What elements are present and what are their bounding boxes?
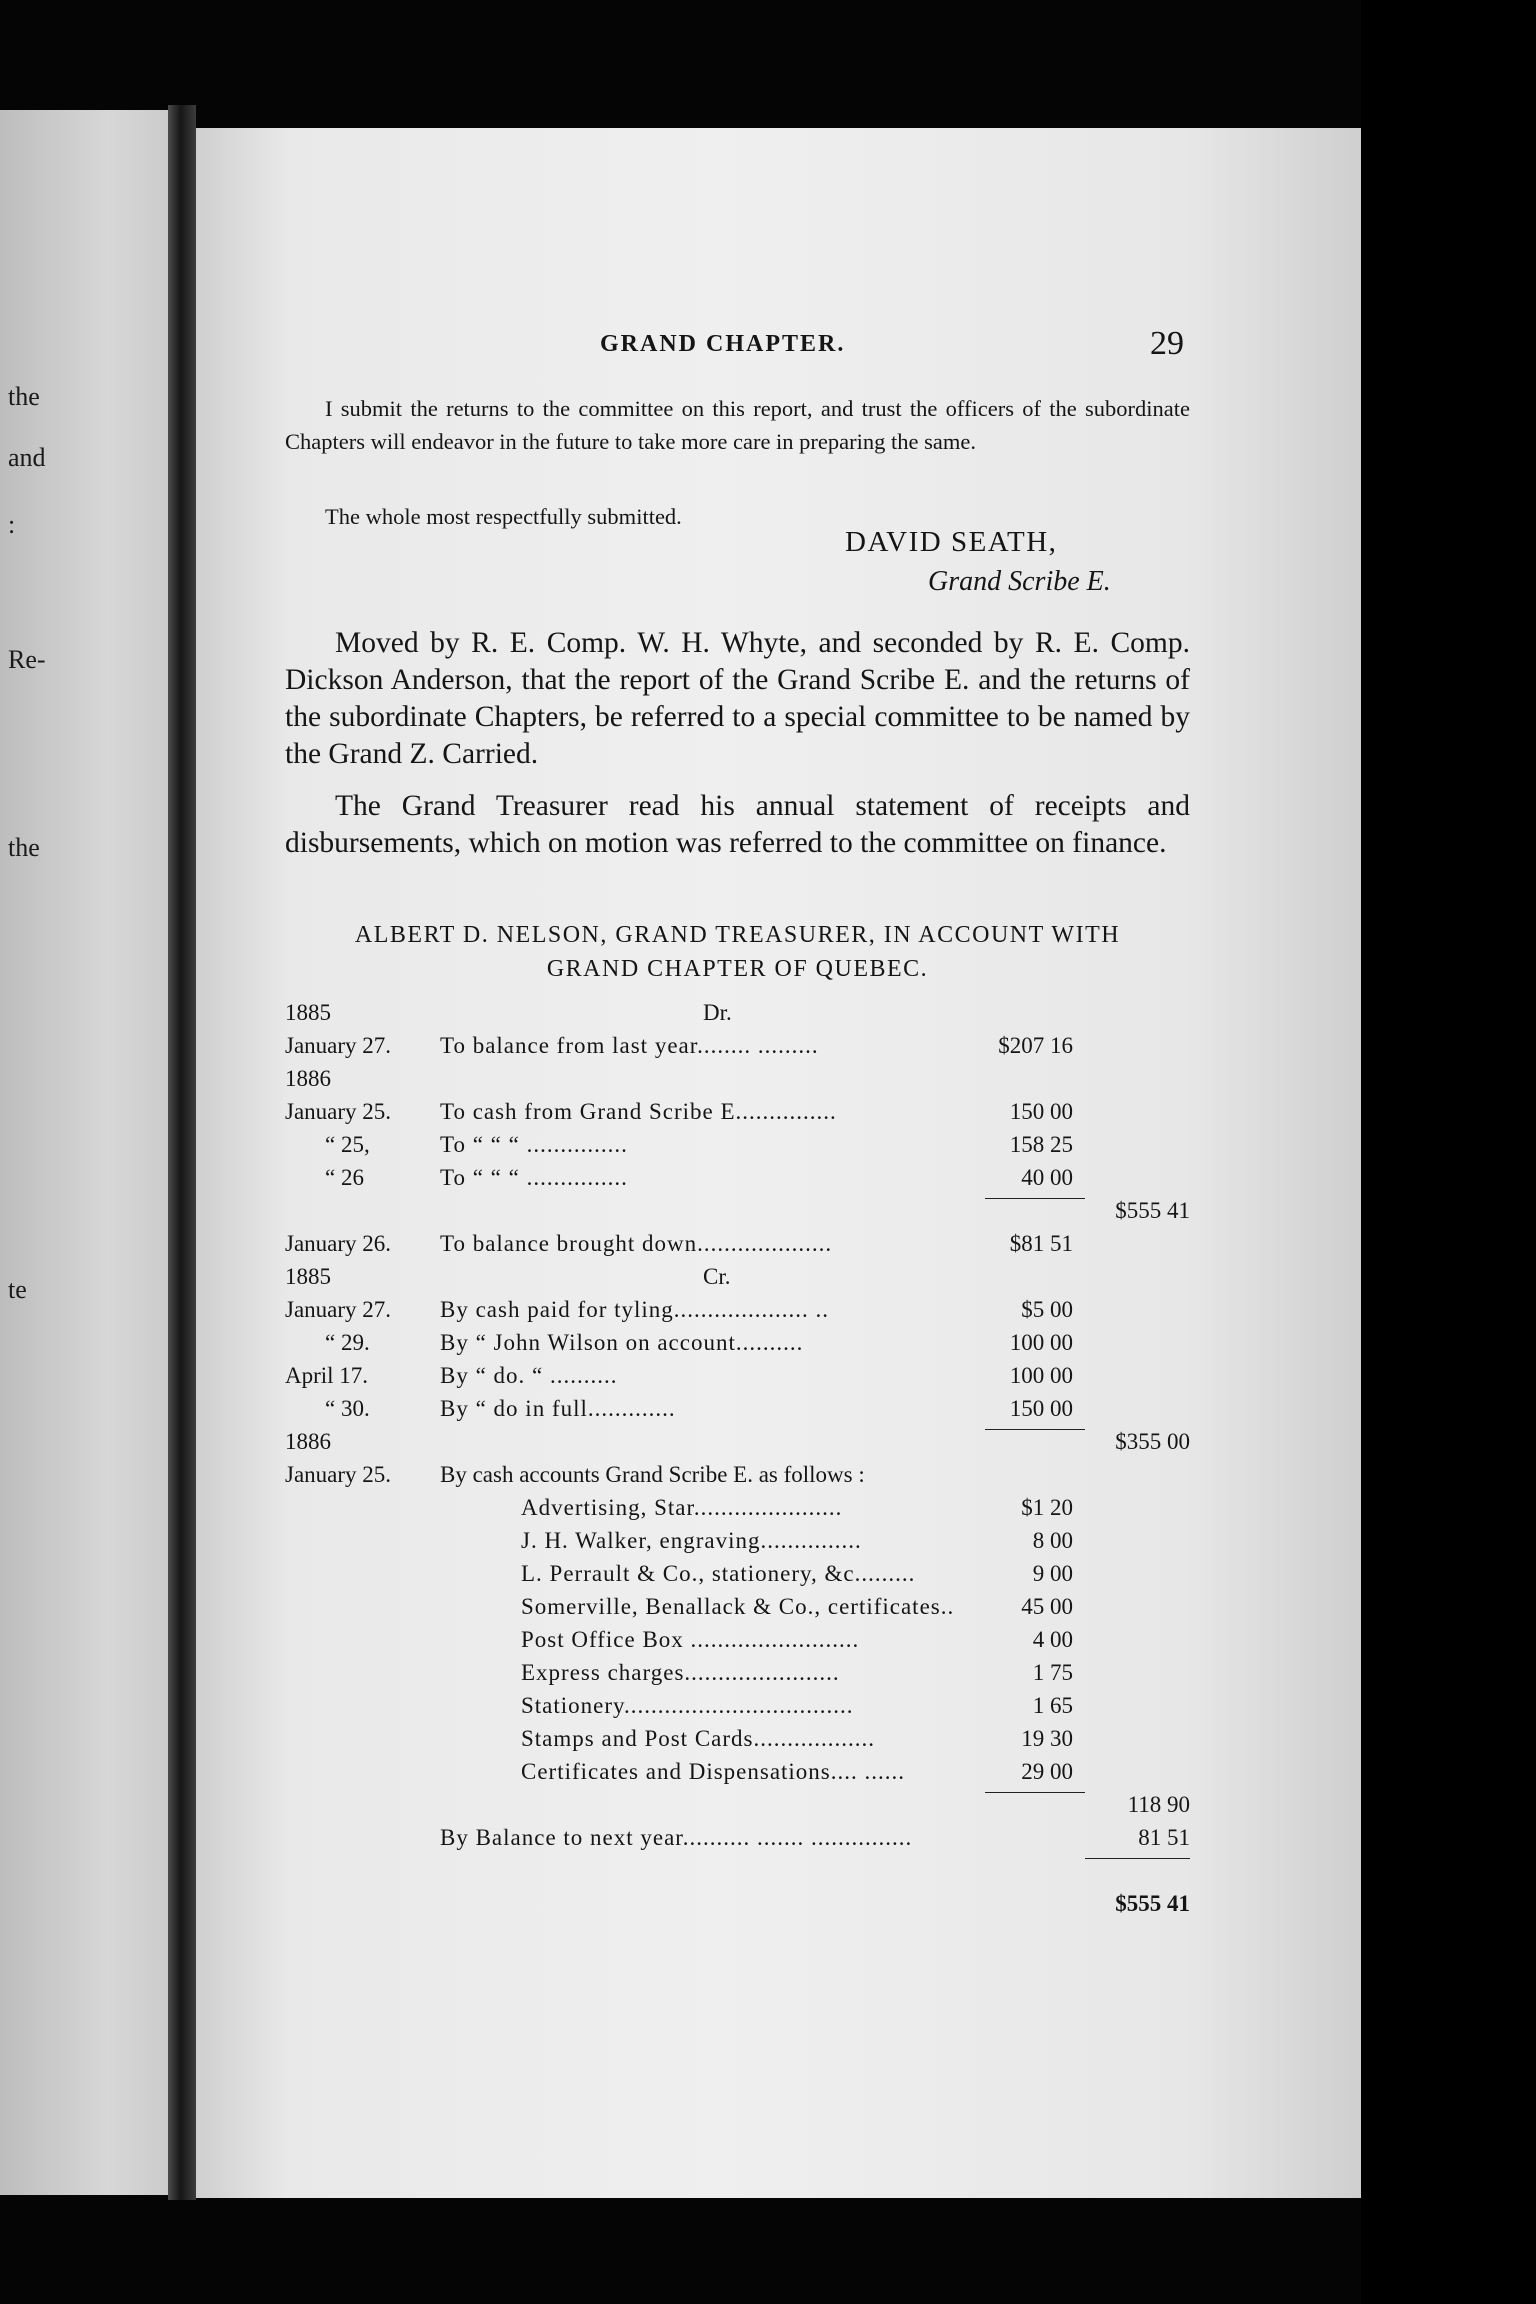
ledger-row: “ 30. By “ do in full............. 150 00 [325,1396,1073,1421]
ledger-row: January 25. By cash accounts Grand Scribe E. as follows : [285,1462,865,1487]
signature-title: Grand Scribe E. [928,566,1111,597]
left-fragment: Re- [8,645,46,674]
page-number: 29 [1150,325,1184,362]
ledger-balance-row: By Balance to next year.......... ....... ............... 81 51 [440,1825,1190,1850]
left-fragment: and [8,443,46,472]
motion-paragraph: Moved by R. E. Comp. W. H. Whyte, and seconded by R. E. Comp. Dickson Anderson, that the report of the Grand Scribe E. and the returns of the subordinate Chapters, be referred to a special committee to be named by the Grand Z. Carried. [285,627,1190,770]
signature-name: DAVID SEATH, [845,526,1058,558]
scan-margin-right [1361,0,1536,2304]
ledger-item-row: Express charges....................... 1 75 [521,1660,1073,1685]
ledger-row: “ 29. By “ John Wilson on account.......... 100 00 [325,1330,1073,1355]
ledger-item-row: L. Perrault & Co., stationery, &c......... 9 00 [521,1561,1073,1586]
ledger-row: January 27. By cash paid for tyling.................... .. $5 00 [285,1297,1073,1322]
ledger-row: “ 25, To “ “ “ ............... 158 25 [325,1132,1073,1157]
ledger-row: January 25. To cash from Grand Scribe E............... 150 00 [285,1099,1073,1124]
report-closing: The whole most respectfully submitted. [325,504,682,529]
ledger-items-total-row: 118 90 [285,1792,1190,1825]
ledger-item-row: J. H. Walker, engraving............... 8 00 [521,1528,1073,1553]
ledger-item-row: Somerville, Benallack & Co., certificates.. 45 00 [521,1594,1073,1619]
left-fragment: the [8,833,40,862]
running-title: GRAND CHAPTER. [600,331,846,357]
left-page-edge [0,110,182,2195]
book-spine [168,105,196,2200]
left-fragment: te [8,1275,27,1304]
ledger-row: January 26. To balance brought down.................... $81 51 [285,1231,1073,1256]
ledger-grand-total-row: $555 41 [1115,1891,1190,1916]
account-heading: ALBERT D. NELSON, GRAND TREASURER, IN ACCOUNT WITH GRAND CHAPTER OF QUEBEC. [354,922,1121,982]
ledger-rule-row [285,1858,1190,1891]
ledger-item-row: Stamps and Post Cards.................. 19 30 [521,1726,1073,1751]
ledger-row: April 17. By “ do. “ .......... 100 00 [285,1363,1073,1388]
left-fragment: : [8,510,16,539]
ledger-row: “ 26 To “ “ “ ............... 40 00 [325,1165,1073,1190]
ledger [285,1000,1190,1924]
ledger-total-row: 1886 $355 00 [285,1429,1190,1454]
treasurer-paragraph: The Grand Treasurer read his annual statement of receipts and disbursements, which on motion was referred to the committee on finance. [285,790,1190,859]
report-paragraph: I submit the returns to the committee on this report, and trust the officers of the subordinate Chapters will endeavor in the future to take more care in preparing the same. [285,396,1190,454]
ledger-year-row: 1885 Dr. [285,1000,732,1025]
left-fragment: the [8,382,40,411]
ledger-year-row: 1886 [285,1066,331,1091]
ledger-row: January 27. To balance from last year........ ......... $207 16 [285,1033,1073,1058]
ledger-item-row: Certificates and Dispensations.... ...... 29 00 [521,1759,1073,1784]
ledger-year-row: 1885 Cr. [285,1264,731,1289]
ledger-total-row: $555 41 [285,1198,1190,1231]
ledger-item-row: Post Office Box ......................... 4 00 [521,1627,1073,1652]
ledger-item-row: Stationery.................................. 1 65 [521,1693,1073,1718]
ledger-item-row: Advertising, Star...................... $1 20 [521,1495,1073,1520]
